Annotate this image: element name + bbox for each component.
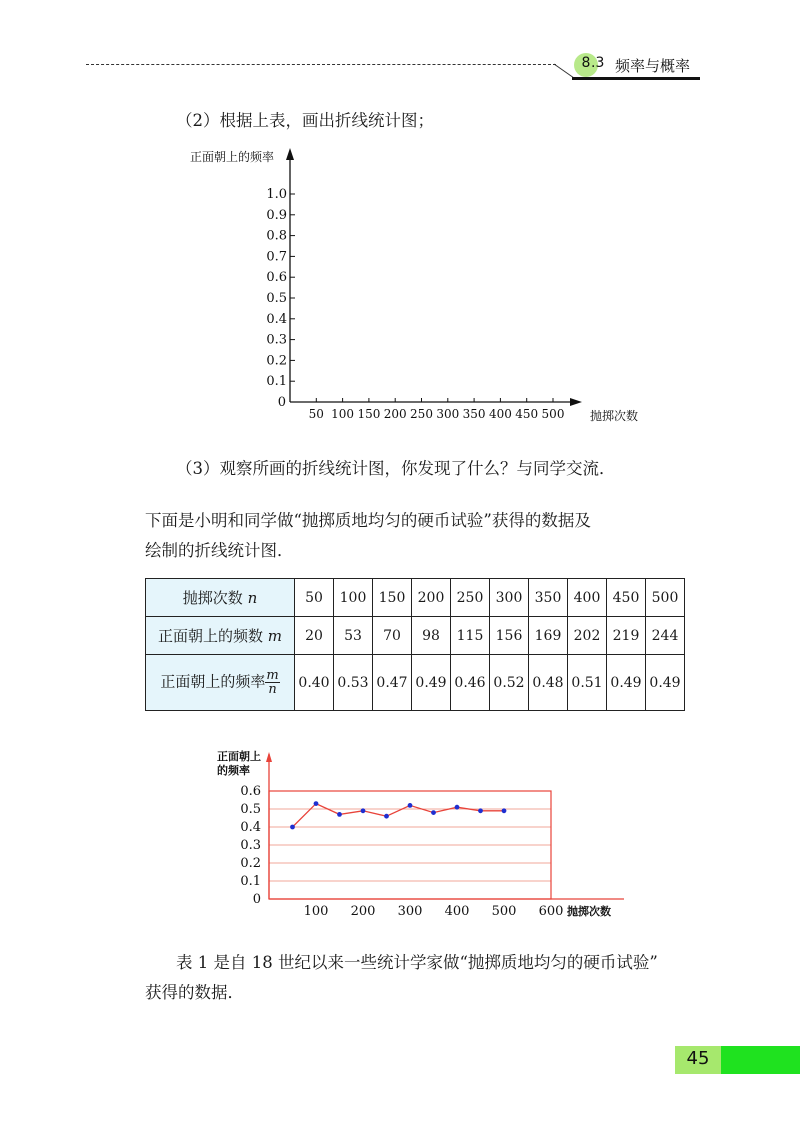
- header-dashed-rule: [86, 64, 556, 65]
- table-cell: 115: [451, 617, 490, 655]
- x-tick-label: 600: [538, 904, 564, 919]
- empty-line-chart: [160, 140, 680, 430]
- table-cell: 500: [646, 579, 685, 617]
- table-cell: 0.51: [568, 655, 607, 711]
- page-number-bar: [721, 1046, 800, 1074]
- table-cell: 219: [607, 617, 646, 655]
- data-point: [361, 808, 366, 813]
- y-tick-label: 0.4: [240, 820, 261, 835]
- paragraph-2-line-2: 获得的数据．: [145, 983, 244, 1002]
- x-tick-label: 300: [397, 904, 423, 919]
- y-tick-label: 0.5: [266, 291, 287, 306]
- x-tick-label: 250: [410, 407, 433, 421]
- y-tick-label: 0.3: [240, 838, 261, 853]
- y-axis-arrow: [286, 148, 294, 160]
- x-tick-label: 200: [383, 407, 407, 421]
- table-cell: 0.52: [490, 655, 529, 711]
- y-axis-label: 正面朝上的频率: [190, 150, 275, 164]
- y-axis-arrow: [266, 752, 272, 762]
- data-point: [502, 808, 507, 813]
- table-cell: 0.49: [646, 655, 685, 711]
- x-tick-label: 100: [303, 904, 329, 919]
- data-point: [455, 805, 460, 810]
- table-cell: 0.53: [334, 655, 373, 711]
- y-tick-label: 1.0: [266, 187, 287, 202]
- y-tick-label: 0: [277, 395, 286, 410]
- table-cell: 0.47: [373, 655, 412, 711]
- x-tick-label: 500: [491, 904, 517, 919]
- table-cell: 202: [568, 617, 607, 655]
- series-line: [293, 804, 505, 827]
- table-cell: 400: [568, 579, 607, 617]
- y-tick-label: 0.3: [266, 332, 287, 348]
- table-cell: 156: [490, 617, 529, 655]
- y-tick-label: 0: [252, 892, 261, 907]
- x-tick-label: 150: [357, 407, 381, 421]
- y-tick-label: 0.9: [266, 207, 287, 223]
- table-cell: 0.49: [607, 655, 646, 711]
- x-axis-arrow: [570, 398, 582, 406]
- table-row-throws: [146, 579, 685, 617]
- table-cell: 70: [373, 617, 412, 655]
- x-tick-label: 350: [462, 407, 486, 421]
- x-tick-label: 200: [350, 904, 376, 919]
- x-axis-label: 抛掷次数: [567, 905, 611, 918]
- data-point: [290, 825, 295, 830]
- y-tick-label: 0.6: [266, 270, 287, 286]
- question-2-text: （2）根据上表，画出折线统计图；: [176, 111, 434, 130]
- table-header-throws: 抛掷次数 n: [146, 579, 295, 617]
- y-tick-label: 0.8: [266, 228, 287, 244]
- coin-toss-table: [145, 578, 685, 711]
- table-cell: 244: [646, 617, 685, 655]
- y-axis-label-line-2: 的频率: [217, 764, 250, 777]
- y-tick-label: 0.2: [266, 353, 287, 369]
- x-tick-label: 500: [541, 407, 565, 421]
- data-point: [478, 808, 483, 813]
- y-tick-label: 0.7: [266, 249, 287, 265]
- fraction-m-over-n: $\frac{m}{n}$: [266, 668, 279, 697]
- y-tick-label: 0.1: [240, 874, 261, 889]
- table-cell: 0.48: [529, 655, 568, 711]
- paragraph-1-line-1: 下面是小明和同学做“抛掷质地均匀的硬币试验”获得的数据及: [145, 511, 591, 530]
- paragraph-1-line-2: 绘制的折线统计图．: [145, 541, 294, 560]
- section-title: 频率与概率: [615, 57, 691, 75]
- table-header-frequency: 正面朝上的频率 $\frac{m}{n}$: [146, 655, 295, 711]
- table-cell: 20: [295, 617, 334, 655]
- y-tick-label: 0.1: [266, 374, 287, 390]
- x-tick-label: 450: [515, 407, 539, 421]
- table-cell: 50: [295, 579, 334, 617]
- data-point: [408, 803, 413, 808]
- frequency-line-chart: [195, 742, 655, 922]
- table-cell: 450: [607, 579, 646, 617]
- data-point: [337, 812, 342, 817]
- table-cell: 100: [334, 579, 373, 617]
- y-tick-label: 0.2: [240, 856, 261, 871]
- table-cell: 0.49: [412, 655, 451, 711]
- y-tick-label: 0.4: [266, 311, 287, 327]
- y-axis-label-line-1: 正面朝上: [217, 750, 261, 763]
- section-number-major: 8: [581, 55, 591, 71]
- table-cell: 350: [529, 579, 568, 617]
- data-point: [384, 814, 389, 819]
- table-cell: 98: [412, 617, 451, 655]
- table-cell: 250: [451, 579, 490, 617]
- question-3-text: （3）观察所画的折线统计图，你发现了什么？与同学交流．: [176, 459, 616, 478]
- table-row-frequency: [146, 655, 685, 711]
- table-cell: 0.46: [451, 655, 490, 711]
- data-point: [431, 810, 436, 815]
- section-number-minor: .3: [591, 55, 605, 71]
- x-tick-label: 400: [488, 407, 512, 421]
- y-tick-label: 0.6: [240, 784, 261, 799]
- page-number: 45: [686, 1048, 710, 1069]
- x-tick-label: 50: [308, 407, 324, 421]
- table-cell: 200: [412, 579, 451, 617]
- paragraph-2-line-1: 表 1 是自 18 世纪以来一些统计学家做“抛掷质地均匀的硬币试验”: [176, 953, 658, 972]
- table-cell: 300: [490, 579, 529, 617]
- x-tick-label: 400: [444, 904, 470, 919]
- x-tick-label: 100: [331, 407, 355, 421]
- table-cell: 0.40: [295, 655, 334, 711]
- y-tick-label: 0.5: [240, 802, 261, 817]
- table-cell: 53: [334, 617, 373, 655]
- x-tick-label: 300: [436, 407, 460, 421]
- data-point: [314, 801, 319, 806]
- x-axis-label: 抛掷次数: [590, 409, 639, 423]
- table-cell: 150: [373, 579, 412, 617]
- table-cell: 169: [529, 617, 568, 655]
- table-row-heads: [146, 617, 685, 655]
- table-header-heads: 正面朝上的频数 m: [146, 617, 295, 655]
